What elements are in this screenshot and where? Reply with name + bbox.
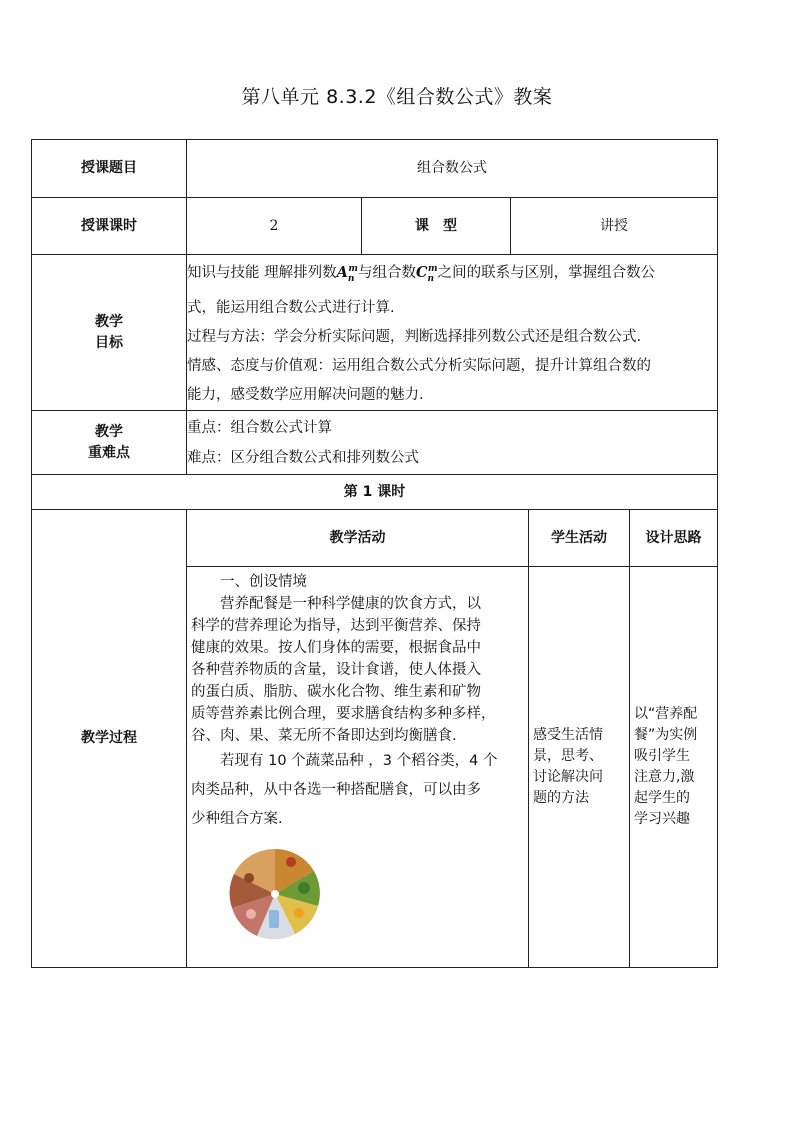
symbol-c: C <box>415 263 428 281</box>
keypoints-content <box>187 411 718 475</box>
keypoints-label-line2: 重难点 <box>88 444 130 461</box>
keypoints-label <box>32 411 187 475</box>
symbol-c-sup: m <box>428 264 438 275</box>
keypoints-row <box>32 411 718 475</box>
student-line: 景，思考、 <box>533 748 603 764</box>
objectives-label-line1: 教学 <box>95 313 123 330</box>
focus-point: 重点：组合数公式计算 <box>187 419 332 436</box>
process-label: 教学过程 <box>32 510 187 968</box>
design-line: 以“营养配 <box>634 706 698 722</box>
topic-row <box>32 140 718 198</box>
para2-line: 肉类品种，从中各选一种搭配膳食，可以由多 <box>191 782 481 798</box>
student-activity-cell <box>529 567 630 968</box>
col-student-activity: 学生活动 <box>529 510 630 567</box>
question-paragraph <box>191 747 522 834</box>
design-line: 起学生的 <box>634 790 690 806</box>
para1-line: 科学的营养理论为指导，达到平衡营养、保持 <box>191 618 481 634</box>
student-line: 讨论解决问 <box>533 769 603 785</box>
design-line: 注意力,激 <box>634 769 695 785</box>
para1-line: 各种营养物质的含量，设计食谱，使人体摄入 <box>191 662 481 678</box>
keypoints-label-line1: 教学 <box>95 423 123 440</box>
knowledge-text-2: 与组合数 <box>357 264 416 281</box>
para2-line: 若现有 10 个蔬菜品种 ，3 个稻谷类，4 个 <box>220 753 498 769</box>
objectives-label-line2: 目标 <box>95 334 123 351</box>
objectives-content <box>187 255 718 411</box>
student-line: 题的方法 <box>533 790 589 806</box>
design-line: 餐”为实例 <box>634 727 698 743</box>
student-line: 感受生活情 <box>533 727 603 743</box>
col-teacher-activity: 教学活动 <box>187 510 529 567</box>
objective-emotion-line2: 能力，感受数学应用解决问题的魅力. <box>187 386 424 403</box>
symbol-a-sub: n <box>347 273 355 284</box>
hours-label: 授课课时 <box>32 198 187 255</box>
para1-line: 健康的效果。按人们身体的需要，根据食品中 <box>191 640 481 656</box>
para1-line: 的蛋白质、脂肪、碳水化合物、维生素和矿物 <box>191 684 481 700</box>
topic-label: 授课题目 <box>32 140 187 198</box>
para1-line: 营养配餐是一种科学健康的饮食方式，以 <box>220 596 481 612</box>
objective-emotion-line1: 情感、态度与价值观：运用组合数公式分析实际问题，提升计算组合数的 <box>187 357 651 374</box>
hours-value: 2 <box>187 198 362 255</box>
lesson-plan-table <box>31 139 718 968</box>
design-line: 吸引学生 <box>634 748 690 764</box>
food-plate-icon <box>229 848 321 940</box>
topic-value: 组合数公式 <box>187 140 718 198</box>
combination-symbol <box>415 263 438 284</box>
objective-knowledge <box>187 255 717 294</box>
symbol-a: A <box>336 263 348 281</box>
para1-line: 质等营养素比例合理，要求膳食结构多种多样， <box>191 706 496 722</box>
knowledge-text-1: 知识与技能 理解排列数 <box>187 264 337 281</box>
objective-knowledge-line2: 式，能运用组合数公式进行计算. <box>187 299 395 316</box>
scenario-paragraph <box>191 593 522 747</box>
para1-line: 谷、肉、果、菜无所不备即达到均衡膳食. <box>191 728 457 744</box>
symbol-a-sup: m <box>348 264 358 275</box>
process-header-row <box>32 510 718 567</box>
difficulty-point: 难点：区分组合数公式和排列数公式 <box>187 449 419 466</box>
type-label: 课 型 <box>362 198 511 255</box>
arrangement-symbol <box>336 263 358 284</box>
type-value: 讲授 <box>511 198 718 255</box>
teacher-activity-cell <box>187 567 529 968</box>
page-title: 第八单元 8.3.2《组合数公式》教案 <box>241 86 553 108</box>
para2-line: 少种组合方案. <box>191 811 283 827</box>
lesson-header-row <box>32 475 718 510</box>
hours-row <box>32 198 718 255</box>
lesson-header: 第 1 课时 <box>32 475 718 510</box>
design-line: 学习兴趣 <box>634 811 690 827</box>
col-design-idea: 设计思路 <box>630 510 718 567</box>
objective-process: 过程与方法：学会分析实际问题，判断选择排列数公式还是组合数公式. <box>187 328 642 345</box>
design-idea-cell <box>630 567 718 968</box>
objectives-row <box>32 255 718 411</box>
symbol-c-sub: n <box>427 273 435 284</box>
objectives-label <box>32 255 187 411</box>
section-title: 一、创设情境 <box>220 574 307 590</box>
knowledge-text-3: 之间的联系与区别，掌握组合数公 <box>437 264 656 281</box>
